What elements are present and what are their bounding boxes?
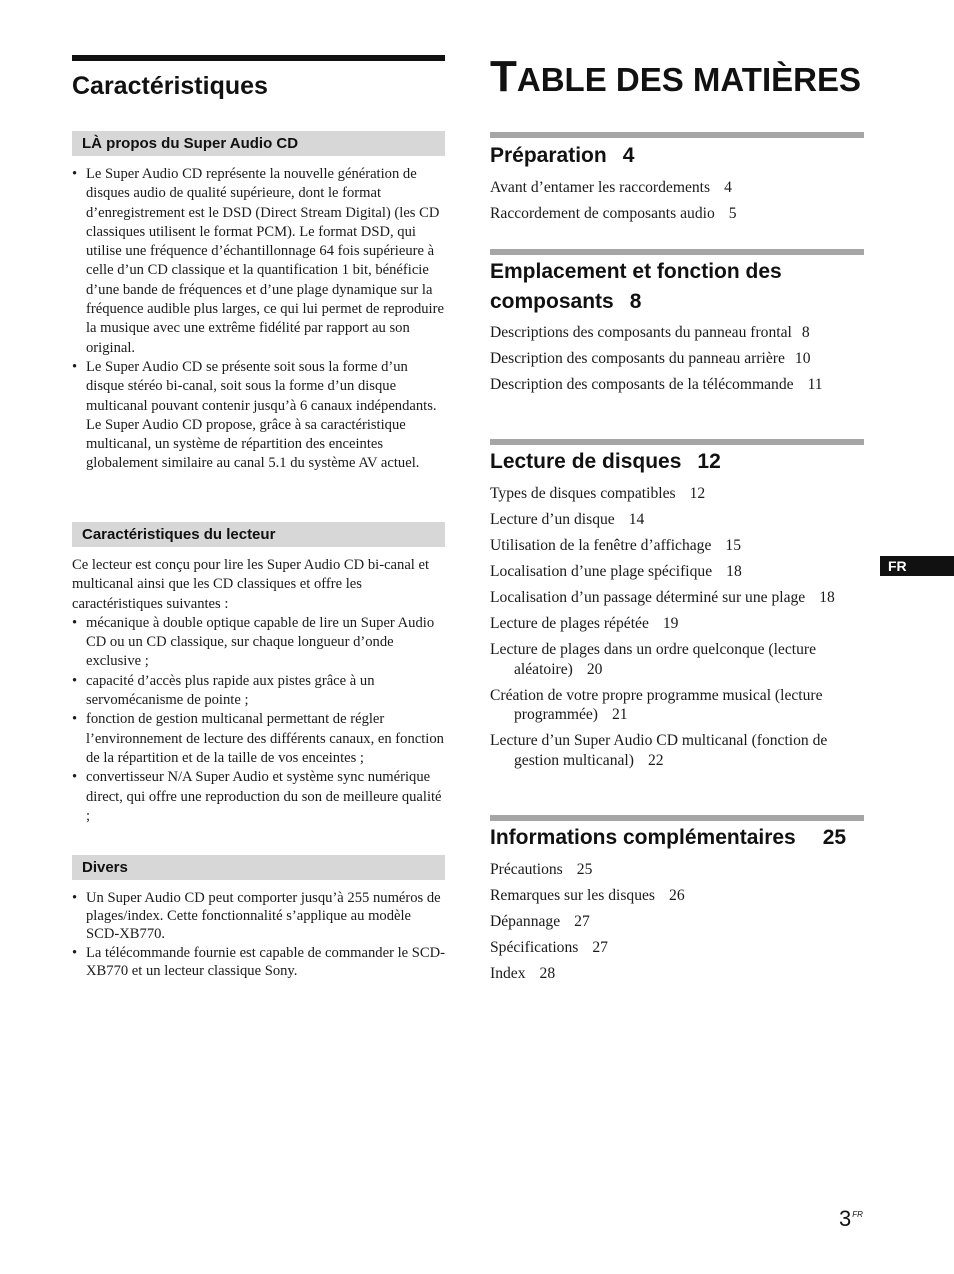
toc-entry[interactable]: Lecture de plages répétée 19	[490, 615, 679, 632]
toc-list	[490, 323, 864, 401]
toc-entry[interactable]: Types de disques compatibles 12	[490, 485, 706, 502]
toc-title-rest: ABLE DES MATIÈRES	[516, 61, 861, 98]
toc-list	[490, 178, 864, 230]
toc-entry[interactable]: Précautions 25	[490, 861, 593, 878]
toc-entry[interactable]: Lecture de plages dans un ordre quelconque (lecture aléatoire) 20	[490, 641, 817, 678]
toc-entry[interactable]: Localisation d’un passage déterminé sur une plage 18	[490, 589, 835, 606]
toc-section-title[interactable]: Emplacement et fonction des composants 8	[490, 260, 782, 313]
bullet-item: • Le Super Audio CD représente la nouvelle génération de disques audio de qualité supérieure, dont le format d’enregistrement est le DSD (Direct Stream Digital) (les CD classiques utilisent le format PCM). Le format DSD, qui utilise une fréquence d’échantillonnage 64 fois supérieure à celle d’un CD classique et la quantification 1 bit, bénéficie d’une bande de fréquences et d’une plage dynamique sur la fréquence audible plus larges, ce qui lui permet de reproduire la musique avec une extrême fidélité par rapport au son original.	[72, 165, 447, 358]
toc-title-initial: T	[490, 52, 517, 101]
section-heading-misc: Divers	[72, 855, 445, 880]
toc-entry[interactable]: Création de votre propre programme musical (lecture programmée) 21	[490, 686, 823, 723]
toc-entry[interactable]: Avant d’entamer les raccordements 4	[490, 179, 732, 196]
bullet-item: • convertisseur N/A Super Audio et système sync numérique direct, qui offre une reproduction du son de meilleure qualité ;	[72, 768, 447, 826]
toc-list	[490, 860, 864, 990]
toc-section-title[interactable]: Préparation 4	[490, 144, 635, 167]
bullet-item: • fonction de gestion multicanal permettant de régler l’environnement de lecture des différents canaux, en fonction de la répartition et de la taille de vos enceintes ;	[72, 710, 447, 768]
section-body-player-features	[72, 556, 447, 826]
section-rule	[490, 815, 864, 821]
section-body-super-audio-cd	[72, 165, 447, 474]
toc-section-title[interactable]: Informations complémentaires 25	[490, 826, 847, 849]
bullet-item: • Le Super Audio CD se présente soit sous la forme d’un disque stéréo bi-canal, soit sous la forme d’un disque multicanal pouvant contenir jusqu’à 6 canaux indépendants. Le Super Audio CD propose, grâce à sa caractéristique multicanal, un système de répartition des enceintes globalement similaire au canal 5.1 du système AV actuel.	[72, 358, 447, 474]
toc-entry[interactable]: Localisation d’une plage spécifique 18	[490, 563, 742, 580]
left-page-title: Caractéristiques	[72, 72, 268, 100]
toc-entry[interactable]: Raccordement de composants audio 5	[490, 205, 737, 222]
section-body-misc	[72, 889, 447, 980]
toc-list	[490, 484, 864, 777]
toc-entry[interactable]: Description des composants de la télécommande 11	[490, 376, 823, 393]
toc-title	[490, 52, 861, 102]
toc-entry[interactable]: Dépannage 27	[490, 913, 590, 930]
bullet-item: • capacité d’accès plus rapide aux pistes grâce à un servomécanisme de pointe ;	[72, 672, 447, 711]
page-number-suffix: FR	[852, 1210, 863, 1219]
section-rule	[490, 132, 864, 138]
toc-entry[interactable]: Lecture d’un Super Audio CD multicanal (fonction de gestion multicanal) 22	[490, 732, 828, 769]
toc-entry[interactable]: Remarques sur les disques 26	[490, 887, 685, 904]
toc-entry[interactable]: Utilisation de la fenêtre d’affichage 15	[490, 537, 741, 554]
toc-entry[interactable]: Lecture d’un disque 14	[490, 511, 645, 528]
toc-entry[interactable]: Description des composants du panneau arrière 10	[490, 350, 811, 367]
toc-entry[interactable]: Spécifications 27	[490, 939, 608, 956]
intro-paragraph: Ce lecteur est conçu pour lire les Super Audio CD bi-canal et multicanal ainsi que les CD classiques et offre les caractéristiques suivantes :	[72, 557, 430, 612]
section-heading-super-audio-cd: LÀ propos du Super Audio CD	[72, 131, 445, 156]
bullet-item: • Un Super Audio CD peut comporter jusqu’à 255 numéros de plages/index. Cette fonctionnalité s’applique au modèle SCD-XB770.	[72, 889, 447, 944]
toc-section-title[interactable]: Lecture de disques 12	[490, 450, 721, 473]
bullet-item: • La télécommande fournie est capable de commander le SCD-XB770 et un lecteur classique Sony.	[72, 944, 447, 980]
section-rule	[490, 439, 864, 445]
section-rule	[490, 249, 864, 255]
left-column	[72, 55, 446, 979]
bullet-item: • mécanique à double optique capable de lire un Super Audio CD ou un CD classique, sur chaque longueur d’onde exclusive ;	[72, 614, 447, 672]
page-number: $3^{FR}$	[839, 1206, 863, 1231]
language-tab-badge: FR	[880, 556, 954, 576]
left-title-rule	[72, 55, 445, 61]
toc-entry[interactable]: Descriptions des composants du panneau frontal 8	[490, 324, 810, 341]
section-heading-player-features: Caractéristiques du lecteur	[72, 522, 445, 547]
toc-entry[interactable]: Index 28	[490, 965, 556, 982]
